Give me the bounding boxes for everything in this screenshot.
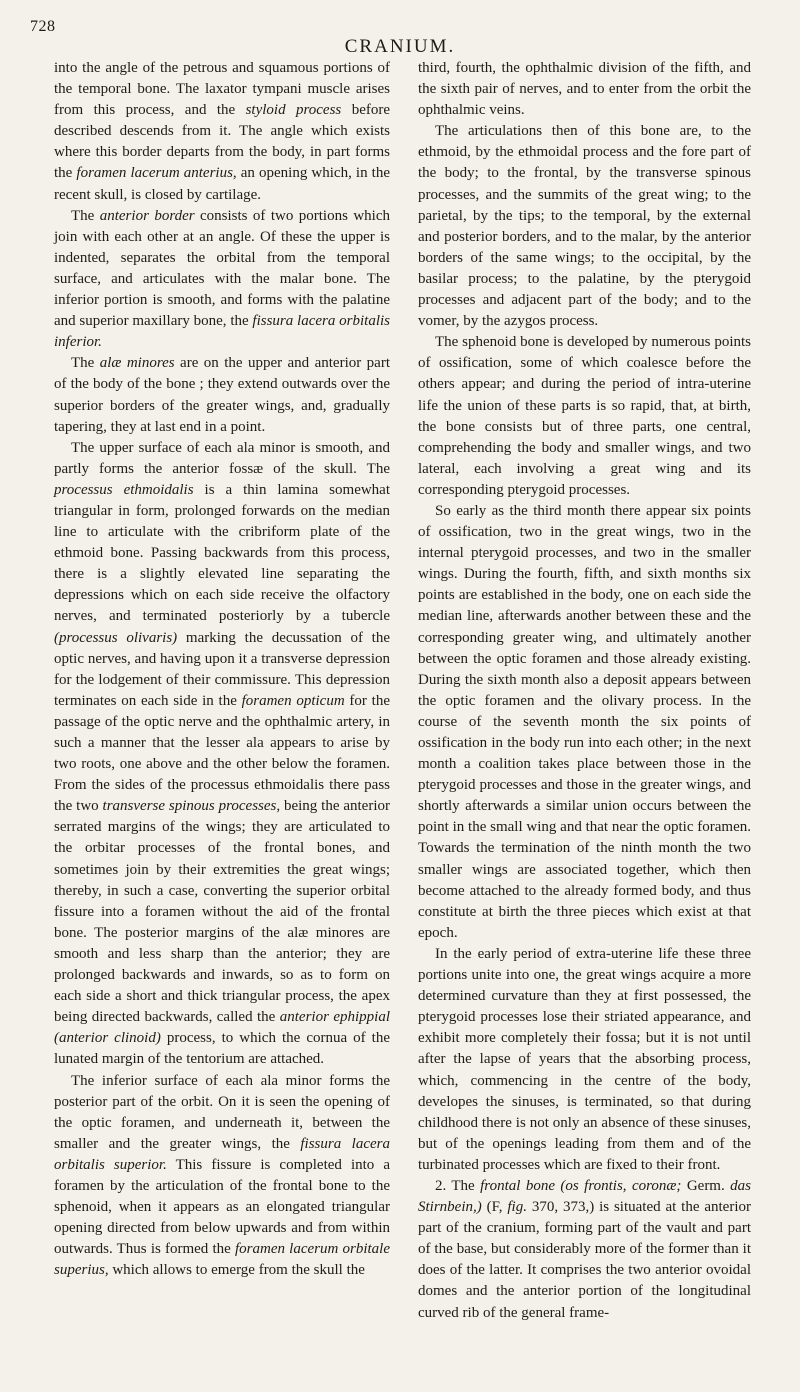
text-run: marking the decussation of the optic nerves, and having upon it a transverse depression for the lodgement of their commissure. This depression terminates on each side in the [54, 629, 391, 709]
text-run: This fissure is completed into a foramen by the articulation of the frontal bone to the sphenoid, when it appears as an elongated triangular opening directed from below upwards and from within outwards. Thus is formed the [54, 1156, 390, 1258]
paragraph [418, 501, 751, 944]
text-run: Germ. [681, 1177, 731, 1194]
italic-term: foramen lacerum anterius, [76, 165, 237, 182]
text-run: The inferior surface of each ala minor forms the posterior part of the orbit. On it is seen the opening of the optic foramen, and underneath it, between the smaller and the greater wings, the [54, 1072, 390, 1152]
paragraph [54, 438, 390, 1071]
text-run: So early as the third month there appear six points of ossification, two in the great wings, two in the internal pterygoid processes, and two in the smaller wings. During the fourth, fifth, and sixth months six points are established in the body, one on each side the median line, afterwards another between these and the corresponding greater wing, and ultimately another between the optic foramen and those already existing. During the sixth month also a deposit appears between the optic foramen and the olivary process. In the course of the seventh month the six points of ossification in the body run into each other; in the next month a coalition takes place between those in the pterygoid processes and those in the greater wings, and shortly afterwards a similar union occurs between the point in the small wing and that near the optic foramen. Towards the termination of the ninth month the two smaller wings are associated together, which then become attached to the already formed body, and thus constitute at birth the three pieces which exist at that epoch. [418, 502, 751, 941]
italic-term: fissura lacera orbitalis superior. [54, 1135, 390, 1173]
paragraph [418, 332, 751, 501]
italic-term: das Stirnbein,) [418, 1177, 751, 1216]
paragraph [54, 58, 390, 206]
italic-term: anterior ephippial (anterior clinoid) [54, 1009, 390, 1047]
italic-term: (processus olivaris) [54, 629, 178, 646]
italic-term: frontal bone (os frontis, coronæ; [480, 1177, 682, 1194]
paragraph [54, 1071, 390, 1282]
italic-term: anterior border [99, 207, 195, 224]
text-run: The [71, 207, 100, 224]
text-run: third, fourth, the ophthalmic division of the fifth, and the sixth pair of nerves, and to enter from the orbit the ophthalmic veins. [418, 60, 751, 119]
page-number: 728 [30, 18, 56, 35]
italic-term: transverse spinous processes, [102, 798, 281, 815]
text-run: The [71, 355, 100, 372]
italic-term: fissura lacera orbitalis inferior. [54, 313, 390, 351]
text-run: an opening which, in the recent skull, is closed by cartilage. [54, 165, 390, 203]
italic-term: processus ethmoidalis [54, 481, 194, 498]
paragraph [418, 1176, 751, 1324]
italic-term: foramen lacerum orbitale superius, [54, 1241, 390, 1279]
text-run: The articulations then of this bone are, to the ethmoid, by the ethmoidal process and the fore part of the body; to the frontal, by the transverse spinous processes, and the summits of the great wing; to the parietal, by the tips; to the temporal, by the external and posterior borders, and to the malar, by the anterior borders of the same wings; to the occipital, by the basilar process; to the palatine, by the pterygoid processes and adjacent part of the body; and to the vomer, by the azygos process. [418, 123, 751, 330]
text-run: The upper surface of each ala minor is smooth, and partly forms the anterior fossæ of the skull. The [54, 439, 390, 477]
text-run: for the passage of the optic nerve and the ophthalmic artery, in such a manner that the lesser ala appears to arise by two roots, one above and the other below the foramen. From the sides of the processus ethmoidalis there pass the two [54, 692, 390, 815]
text-run: being the anterior serrated margins of the wings; they are articulated to the orbitar processes of the frontal bones, and sometimes join by their extremities the great wings; thereby, in such a case, converting the superior orbital fissure into a foramen without the aid of the frontal bone. The posterior margins of the alæ minores are smooth and less sharp than the anterior; they are prolonged backwards and inwards, so as to form on each side a short and thick triangular process, the apex being directed backwards, called the [54, 798, 390, 1026]
paragraph [418, 121, 751, 332]
text-run: (F, [481, 1199, 508, 1216]
italic-term: alæ minores [99, 355, 175, 372]
text-run: are on the upper and anterior part of the body of the bone ; they extend outwards over the superior borders of the greater wings, and, gradually tapering, they at last end in a point. [54, 355, 390, 435]
text-run: 370, 373,) is situated at the anterior part of the cranium, forming part of the vault and part of the base, but considerably more of the former than it does of the latter. It comprises the two anterior ovoidal domes and the anterior portion of the longitudinal curved rib of the general frame- [418, 1199, 751, 1321]
right-column [418, 58, 751, 1324]
paragraph [54, 353, 390, 437]
italic-term: foramen opticum [241, 692, 345, 709]
text-run: which allows to emerge from the skull the [108, 1262, 365, 1279]
italic-term: styloid process [245, 102, 342, 119]
paragraph [418, 58, 751, 121]
text-run: The sphenoid bone is developed by numerous points of ossification, some of which coalesce before the others appear; and during the period of intra-uterine life the union of these parts is so rapid, that, at birth, the bone consists but of three parts, one central, comprehending the body and smaller wings, and two lateral, each involving a great wing and its corresponding pterygoid processes. [418, 334, 751, 498]
left-column [54, 58, 390, 1281]
text-run: In the early period of extra-uterine life these three portions unite into one, the great wings acquire a more determined curvature than they at first possessed, the pterygoid processes lose their striated appearance, and exhibit more completely their fossa; but it is not until after the lapse of years that the absorbing process, which, commencing in the centre of the body, developes the sinuses, is terminated, so that during childhood there is not only an absence of these sinuses, but of the openings leading from them and of the turbinated processes which are fixed to their front. [418, 945, 751, 1173]
text-run: before described descends from it. The angle which exists where this border departs from the body, in part forms the [54, 102, 390, 182]
paragraph [54, 206, 390, 354]
text-run: is a thin lamina somewhat triangular in form, prolonged forwards on the median line to articulate with the cribriform plate of the ethmoid bone. Passing backwards from this process, there is a slightly elevated line separating the depressions which on each side receive the olfactory nerves, and terminated posteriorly by a tubercle [54, 481, 391, 625]
paragraph [418, 944, 751, 1176]
text-run: process, to which the cornua of the lunated margin of the tentorium are attached. [54, 1030, 390, 1068]
italic-term: fig. [507, 1199, 527, 1216]
text-run: consists of two portions which join with each other at an angle. Of these the upper is indented, separates the orbital from the temporal surface, and articulates with the malar bone. The inferior portion is smooth, and forms with the palatine and superior maxillary bone, the [54, 207, 390, 330]
text-run: 2. The [435, 1177, 481, 1194]
text-run: into the angle of the petrous and squamous portions of the temporal bone. The laxator tympani muscle arises from this process, and the [54, 60, 390, 119]
running-head: CRANIUM. [344, 36, 456, 57]
